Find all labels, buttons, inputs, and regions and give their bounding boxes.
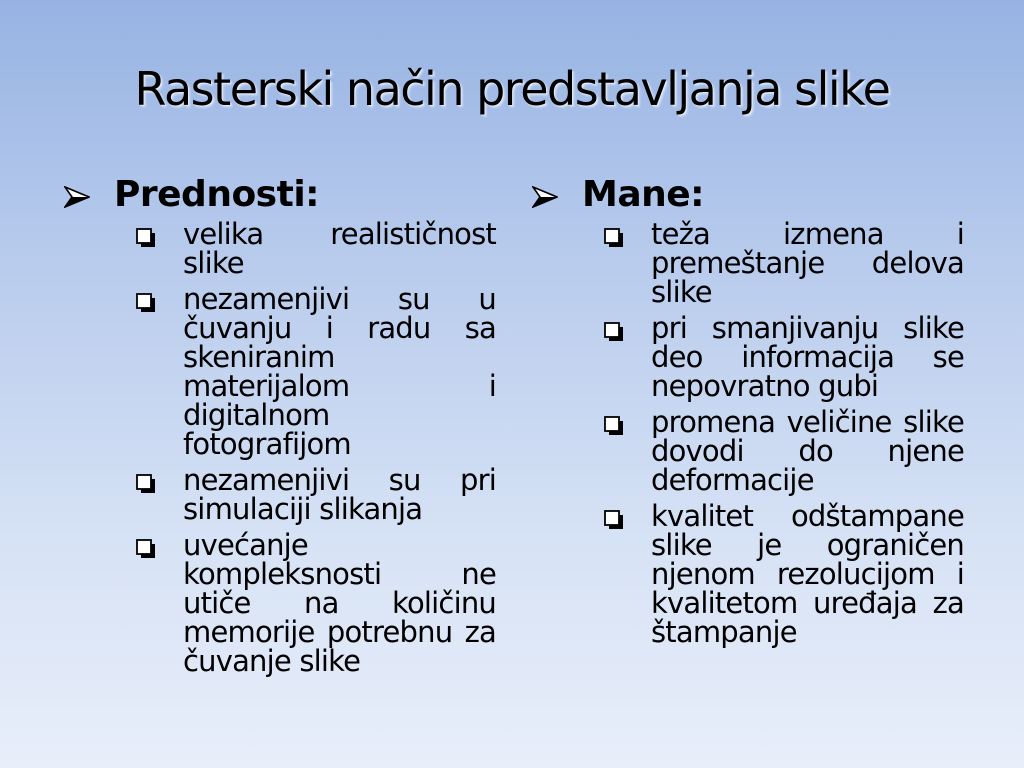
- checkbox-bullet-icon: [604, 510, 624, 530]
- list-item-text: promena veličine slike dovodi do njene deformacije: [651, 405, 964, 497]
- list-item-text: nezamenjivi su u čuvanju i radu sa skeniranim materijalom i digitalnom fotografijom: [183, 282, 496, 461]
- disadvantages-heading-label: Mane:: [582, 174, 705, 215]
- list-item-text: nezamenjivi su pri simulaciji slikanja: [183, 463, 496, 526]
- list-item-text: velika realističnost slike: [183, 217, 496, 280]
- disadvantages-heading: [532, 172, 964, 220]
- list-item-text: kvalitet odštampane slike je ograničen njenom rezolucijom i kvalitetom uređaja za štampanje: [651, 499, 964, 649]
- list-item: [64, 282, 496, 461]
- list-item-text: pri smanjivanju slike deo informacija se nepovratno gubi: [651, 311, 964, 403]
- list-item-text: teža izmena i premeštanje delova slike: [651, 217, 964, 309]
- advantages-list: [64, 217, 496, 678]
- disadvantages-column: [532, 172, 964, 654]
- list-item: [64, 217, 496, 280]
- advantages-column: [64, 172, 496, 683]
- list-item: [532, 499, 964, 649]
- checkbox-bullet-icon: [604, 416, 624, 436]
- checkbox-bullet-icon: [136, 474, 156, 494]
- checkbox-bullet-icon: [604, 228, 624, 248]
- checkbox-bullet-icon: [136, 228, 156, 248]
- checkbox-bullet-icon: [136, 539, 156, 559]
- disadvantages-list: [532, 217, 964, 649]
- slide-title: Rasterski način predstavljanja slike: [134, 62, 890, 116]
- list-item: [532, 311, 964, 403]
- advantages-heading-label: Prednosti:: [114, 174, 320, 215]
- list-item: [532, 405, 964, 497]
- list-item: [64, 528, 496, 678]
- list-item: [532, 217, 964, 309]
- advantages-heading: [64, 172, 496, 220]
- checkbox-bullet-icon: [604, 322, 624, 342]
- arrow-bullet-icon: [532, 186, 558, 208]
- list-item: [64, 463, 496, 526]
- list-item-text: uvećanje kompleksnosti ne utiče na količinu memorije potrebnu za čuvanje slike: [183, 528, 496, 678]
- checkbox-bullet-icon: [136, 293, 156, 313]
- arrow-bullet-icon: [64, 186, 90, 208]
